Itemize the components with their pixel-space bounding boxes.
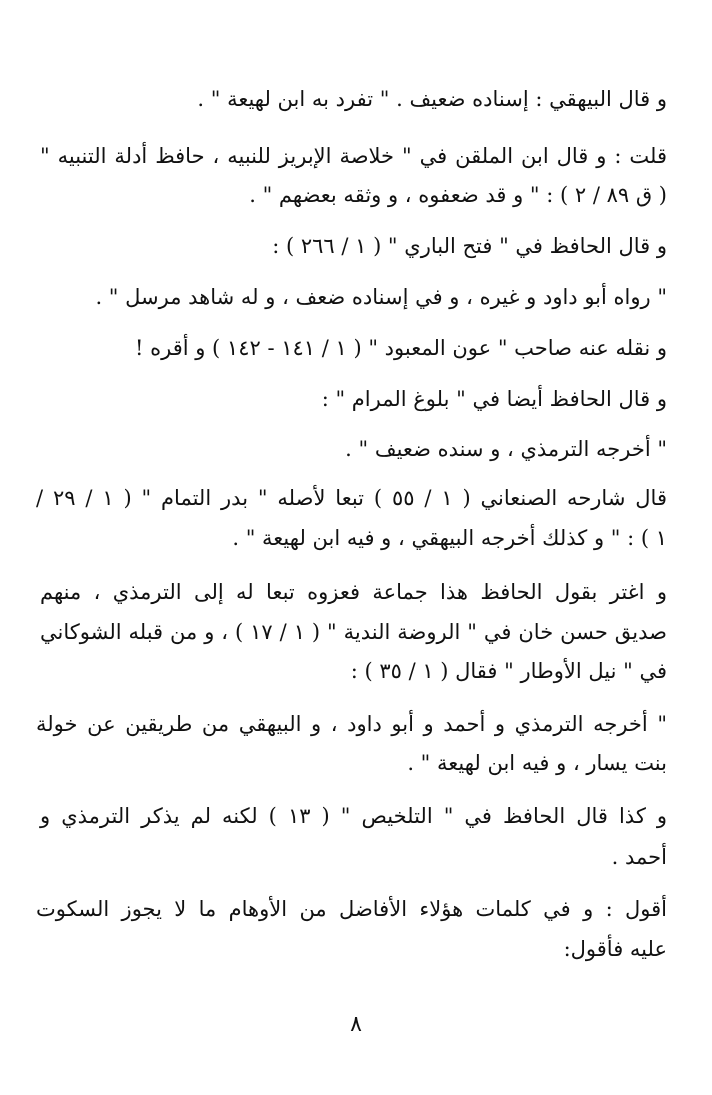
text-line: و قال البيهقي : إسناده ضعيف . " تفرد به ابن لهيعة " . — [197, 87, 667, 111]
text-line: " أخرجه الترمذي و أحمد و أبو داود ، و البيهقي من طريقين عن خولة — [36, 712, 667, 736]
text-line: و اغتر بقول الحافظ هذا جماعة فعزوه تبعا له إلى الترمذي ، منهم — [40, 580, 667, 604]
text-line: ( ق ٨٩ / ٢ ) : " و قد ضعفوه ، و وثقه بعضهم " . — [249, 183, 667, 207]
text-line: ١ ) : " و كذلك أخرجه البيهقي ، و فيه ابن لهيعة " . — [232, 526, 667, 550]
text-line: " رواه أبو داود و غيره ، و في إسناده ضعف ، و له شاهد مرسل " . — [95, 285, 667, 309]
text-line: " أخرجه الترمذي ، و سنده ضعيف " . — [345, 437, 667, 461]
page-number: ٨ — [350, 1012, 362, 1037]
text-line: قال شارحه الصنعاني ( ١ / ٥٥ ) تبعا لأصله " بدر التمام " ( ١ / ٢٩ / — [36, 486, 667, 510]
text-line: قلت : و قال ابن الملقن في " خلاصة الإبريز للنبيه ، حافظ أدلة التنبيه " — [40, 144, 667, 168]
text-line: أقول : و في كلمات هؤلاء الأفاضل من الأوهام ما لا يجوز السكوت — [36, 897, 667, 921]
text-line: و قال الحافظ أيضا في " بلوغ المرام " : — [321, 387, 667, 411]
text-line: و كذا قال الحافظ في " التلخيص " ( ١٣ ) لكنه لم يذكر الترمذي و — [40, 804, 668, 828]
text-line: و قال الحافظ في " فتح الباري " ( ١ / ٢٦٦ ) : — [272, 234, 667, 258]
text-line: و نقله عنه صاحب " عون المعبود " ( ١ / ١٤١ - ١٤٢ ) و أقره ! — [134, 336, 667, 360]
text-line: صديق حسن خان في " الروضة الندية " ( ١ / ١٧ ) ، و من قبله الشوكاني — [40, 620, 667, 644]
text-line: عليه فأقول: — [563, 937, 667, 961]
text-line: في " نيل الأوطار " فقال ( ١ / ٣٥ ) : — [350, 659, 667, 683]
text-line: أحمد . — [611, 845, 667, 869]
text-line: بنت يسار ، و فيه ابن لهيعة " . — [407, 751, 667, 775]
